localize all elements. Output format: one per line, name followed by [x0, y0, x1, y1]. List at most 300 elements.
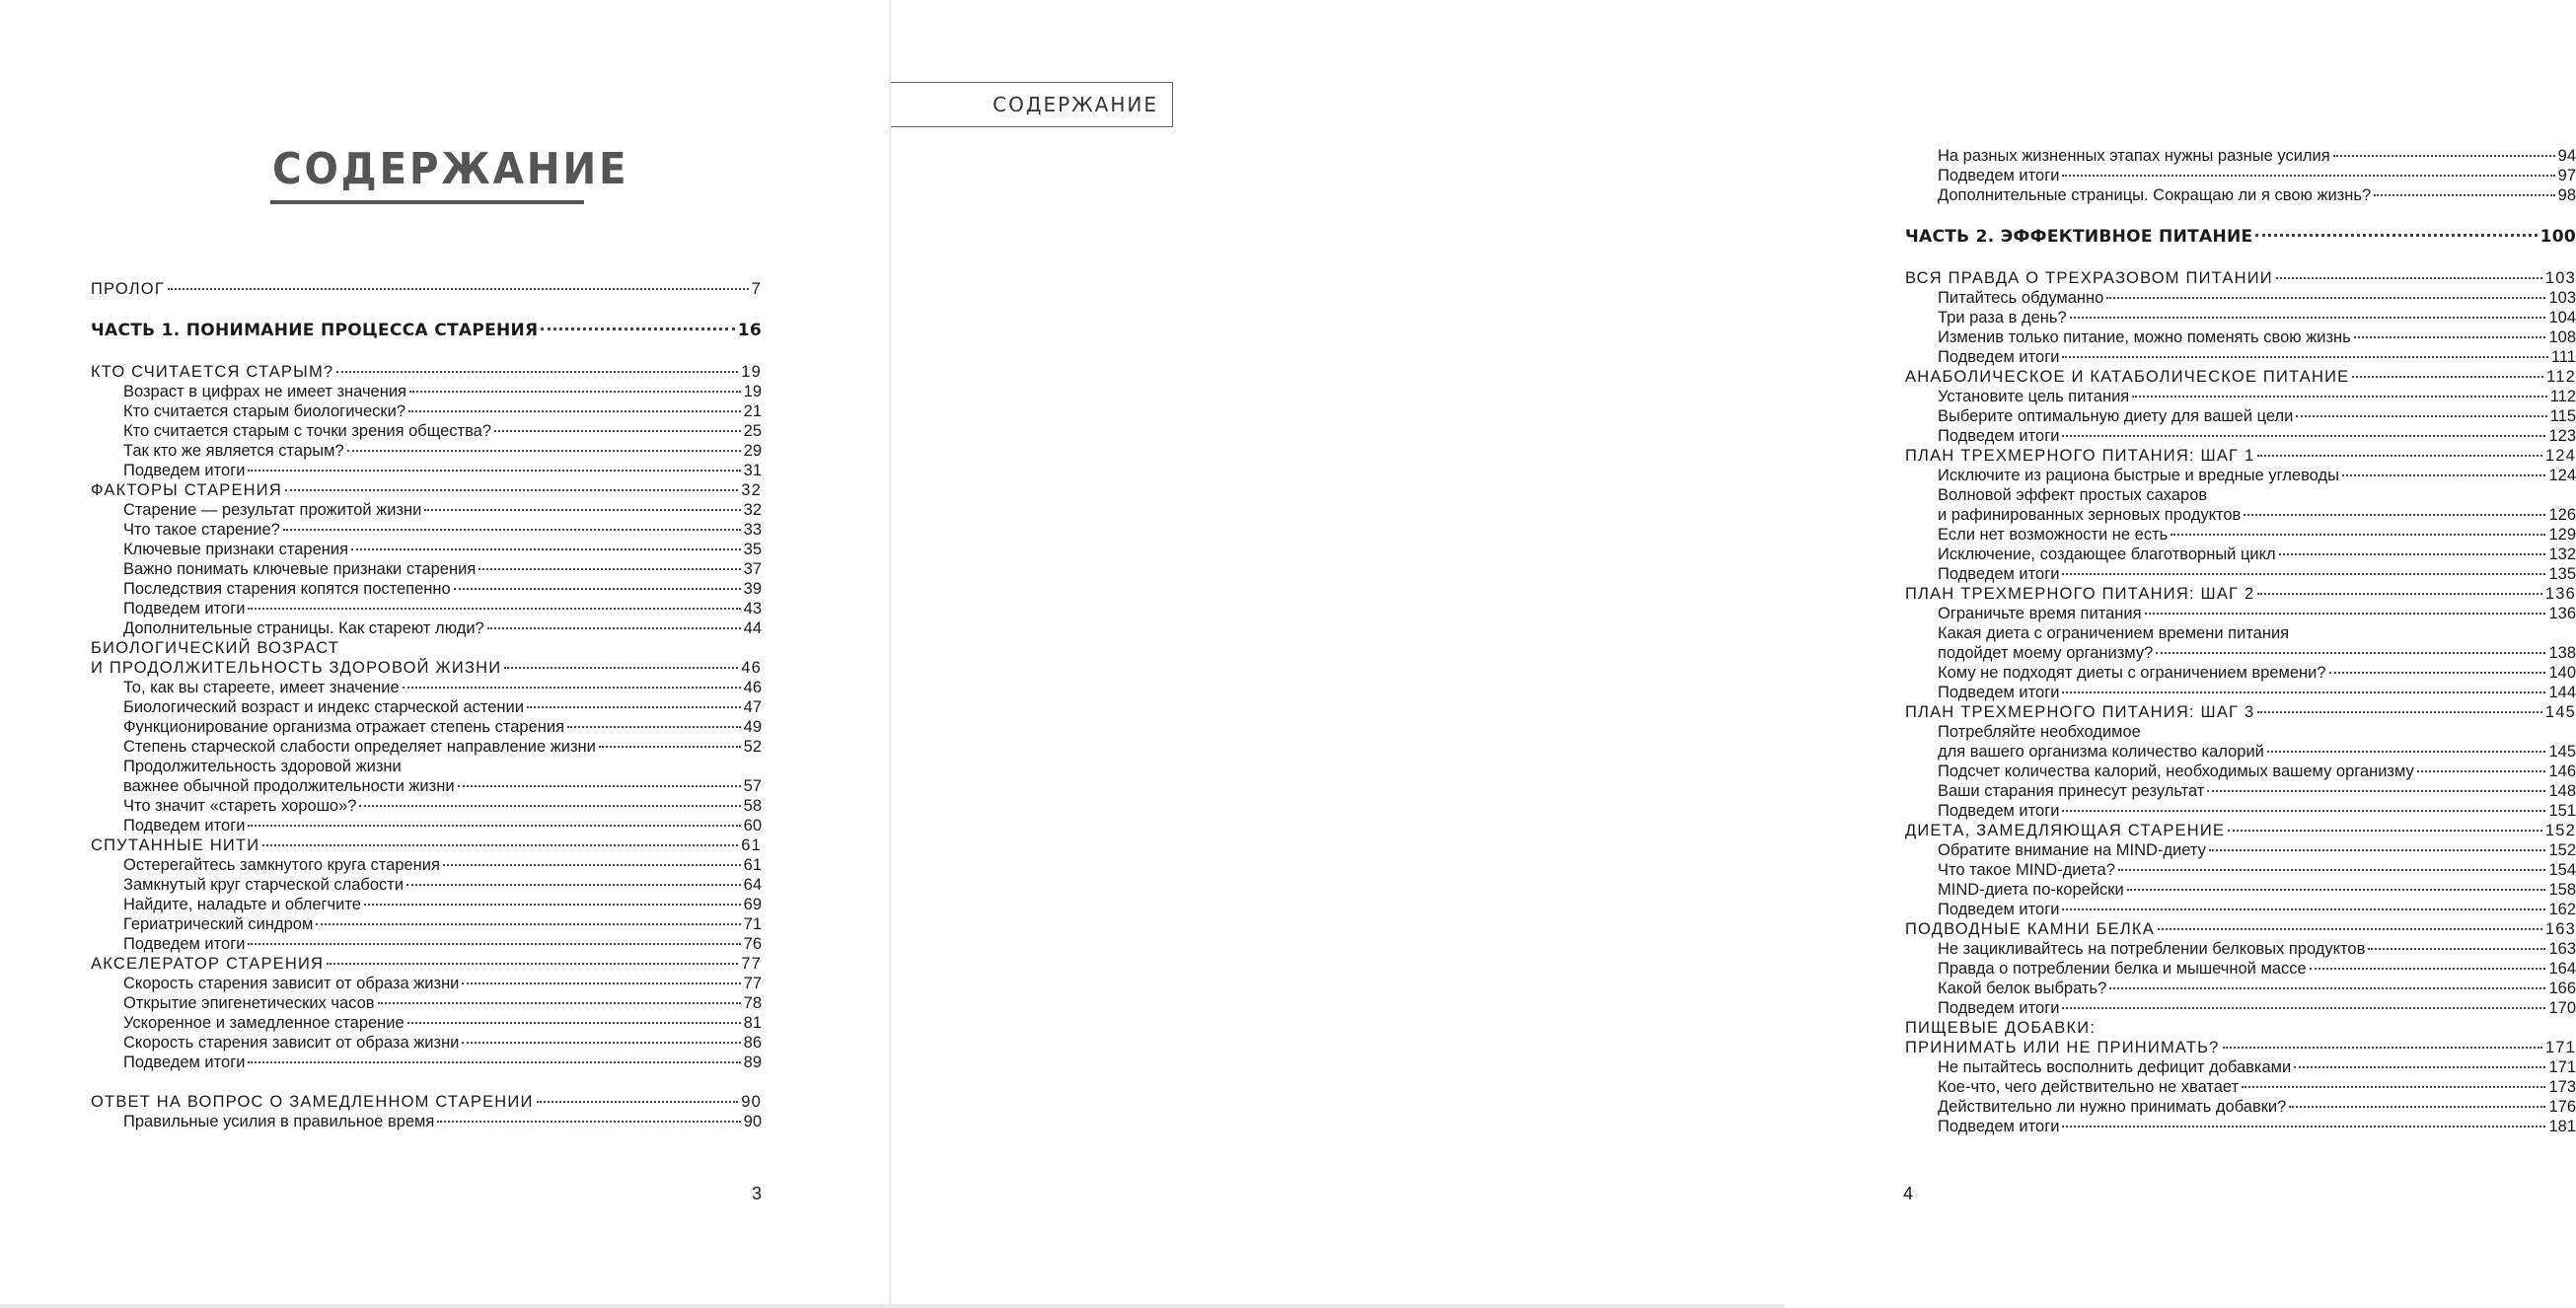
toc-entry-title: ПЛАН ТРЕХМЕРНОГО ПИТАНИЯ: ШАГ 2 — [1905, 585, 2255, 603]
toc-section-entry[interactable] — [91, 559, 762, 579]
page-number: 4 — [1903, 1184, 1914, 1203]
toc-section-entry[interactable] — [1905, 742, 2576, 762]
dot-leader — [2062, 908, 2545, 910]
toc-entry-title: ЧАСТЬ 1. ПОНИМАНИЕ ПРОЦЕССА СТАРЕНИЯ — [91, 321, 539, 340]
dot-leader — [2156, 652, 2545, 654]
toc-entry-title: ПЛАН ТРЕХМЕРНОГО ПИТАНИЯ: ШАГ 1 — [1905, 447, 2255, 465]
toc-page-number: 97 — [2557, 167, 2576, 184]
toc-entry-title: и рафинированных зерновых продуктов — [1938, 506, 2242, 524]
dot-leader — [567, 726, 741, 728]
dot-leader — [462, 1042, 740, 1044]
toc-entry-title: Не зацикливайтесь на потреблении белковых продуктов — [1938, 940, 2366, 958]
dot-leader — [458, 785, 741, 787]
toc-page-number: 123 — [2548, 427, 2576, 445]
toc-page-number: 90 — [743, 1113, 762, 1130]
toc-section-entry[interactable] — [1905, 801, 2576, 821]
toc-page-number: 166 — [2548, 980, 2576, 997]
toc-section-entry[interactable] — [1905, 880, 2576, 900]
dot-leader — [168, 288, 749, 290]
toc-page-number: 52 — [743, 738, 762, 756]
toc-page-number: 140 — [2548, 664, 2576, 682]
toc-entry-title: Подведем итоги — [123, 817, 246, 835]
dot-leader — [248, 943, 740, 945]
toc-entry-title: Кому не подходят диеты с ограничением времени? — [1938, 664, 2326, 682]
dot-leader — [2267, 751, 2546, 753]
toc-page-number: 181 — [2548, 1118, 2576, 1135]
dot-leader — [504, 667, 738, 669]
toc-section-entry[interactable] — [1905, 406, 2576, 426]
toc-chapter-entry[interactable] — [91, 480, 762, 500]
dot-leader — [541, 327, 734, 330]
dot-leader — [2062, 1126, 2545, 1127]
dot-leader — [2118, 869, 2546, 871]
dot-leader — [2223, 1047, 2542, 1049]
toc-section-entry[interactable] — [91, 1112, 762, 1131]
toc-section-entry[interactable] — [1905, 722, 2576, 742]
dot-leader — [316, 923, 740, 925]
dot-leader — [2333, 155, 2555, 157]
toc-entry-title: Что такое старение? — [123, 521, 280, 539]
toc-section-entry[interactable] — [1905, 959, 2576, 979]
dot-leader — [283, 529, 741, 531]
toc-chapter-entry[interactable] — [1905, 702, 2576, 722]
toc-section-entry[interactable] — [91, 599, 762, 618]
toc-section-entry[interactable] — [91, 421, 762, 441]
toc-page-number: 31 — [743, 462, 762, 479]
toc-entry-title: Что такое MIND-диета? — [1938, 861, 2115, 879]
toc-chapter-entry[interactable] — [1905, 268, 2576, 288]
toc-entry-title: Подведем итоги — [123, 935, 246, 953]
dot-leader — [336, 371, 738, 373]
toc-section-entry[interactable] — [91, 618, 762, 638]
toc-entry-title: Изменив только питание, можно поменять свою жизнь — [1938, 328, 2351, 346]
toc-section-entry[interactable] — [1905, 1097, 2576, 1117]
toc-page-number: 163 — [2544, 920, 2576, 938]
toc-page-number: 16 — [737, 321, 762, 340]
toc-page-number: 103 — [2544, 269, 2576, 287]
toc-entry-title: Подведем итоги — [1938, 999, 2060, 1017]
dot-leader — [406, 884, 741, 886]
toc-section-entry[interactable] — [1905, 663, 2576, 683]
toc-entry-title: Функционирование организма отражает степень старения — [123, 718, 565, 736]
toc-page-number: 152 — [2548, 841, 2576, 859]
dot-leader — [2257, 711, 2542, 713]
toc-section-entry[interactable] — [1905, 387, 2576, 406]
toc-page-number: 112 — [2549, 388, 2576, 405]
toc-section-entry[interactable] — [1905, 643, 2576, 663]
toc-section-entry[interactable] — [1905, 1117, 2576, 1136]
toc-entry-title: Подведем итоги — [1938, 901, 2060, 918]
toc-entry-title: Открытие эпигенетических часов — [123, 994, 375, 1012]
dot-leader — [2062, 356, 2547, 358]
toc-page-number: 29 — [743, 442, 762, 460]
toc-section-entry[interactable] — [91, 579, 762, 599]
dot-leader — [487, 627, 741, 629]
toc-entry-title: ПИЩЕВЫЕ ДОБАВКИ: — [1905, 1019, 2097, 1037]
toc-page-number: 32 — [743, 501, 762, 519]
toc-section-entry[interactable] — [1905, 604, 2576, 623]
toc-page-number: 61 — [743, 856, 762, 874]
dot-leader — [327, 963, 738, 965]
toc-page-number: 46 — [743, 679, 762, 696]
toc-page-number: 19 — [743, 383, 762, 400]
toc-entry-title: Правда о потреблении белка и мышечной массе — [1938, 960, 2307, 978]
toc-page-number: 49 — [743, 718, 762, 736]
toc-entry-title: Подведем итоги — [123, 462, 246, 479]
toc-entry-title: Дополнительные страницы. Сокращаю ли я свою жизнь? — [1938, 186, 2372, 204]
toc-page-number: 100 — [2539, 227, 2576, 247]
toc-page-number: 132 — [2548, 545, 2576, 563]
toc-part-entry[interactable] — [1905, 225, 2576, 249]
toc-section-entry[interactable] — [91, 1013, 762, 1033]
toc-page-number: 173 — [2548, 1078, 2576, 1096]
toc-page-number: 171 — [2544, 1039, 2576, 1056]
dot-leader — [2417, 770, 2546, 772]
dot-leader — [537, 1101, 739, 1103]
toc-page-number: 60 — [743, 817, 762, 835]
toc-entry-title: подойдет моему организму? — [1938, 644, 2154, 662]
dot-leader — [2352, 376, 2543, 378]
toc-section-entry[interactable] — [1905, 327, 2576, 347]
toc-entry-title: Так кто же является старым? — [123, 442, 344, 460]
toc-entry-title: АНАБОЛИЧЕСКОЕ И КАТАБОЛИЧЕСКОЕ ПИТАНИЕ — [1905, 368, 2350, 386]
toc-chapter-entry[interactable] — [1905, 1038, 2576, 1057]
toc-chapter-entry[interactable] — [91, 836, 762, 855]
toc-page-number: 76 — [743, 935, 762, 953]
toc-section-entry[interactable] — [91, 914, 762, 934]
toc-entry-title: Подведем итоги — [1938, 565, 2060, 583]
scan-edge — [0, 1304, 1785, 1308]
dot-leader — [2062, 810, 2545, 812]
toc-entry-title: Какая диета с ограничением времени питания — [1938, 624, 2290, 642]
toc-page-number: 98 — [2557, 186, 2576, 204]
toc-section-entry[interactable] — [1905, 683, 2576, 702]
dot-leader — [2279, 553, 2546, 555]
toc-entry-title: ДИЕТА, ЗАМЕДЛЯЮЩАЯ СТАРЕНИЕ — [1905, 822, 2226, 839]
toc-entry-title: Подведем итоги — [123, 600, 246, 618]
toc-page-number: 19 — [741, 363, 762, 381]
toc-page-number: 126 — [2548, 506, 2576, 524]
toc-page-number: 138 — [2548, 644, 2576, 662]
toc-section-entry[interactable] — [1905, 623, 2576, 643]
toc-section-entry[interactable] — [1905, 781, 2576, 801]
toc-entry-title: ЧАСТЬ 2. ЭФФЕКТИВНОЕ ПИТАНИЕ — [1905, 227, 2253, 247]
toc-entry-title: Скорость старения зависит от образа жизни — [123, 1034, 460, 1052]
toc-section-entry[interactable] — [91, 441, 762, 461]
left-page — [0, 0, 890, 1304]
toc-section-entry[interactable] — [91, 401, 762, 421]
toc-section-entry[interactable] — [1905, 762, 2576, 781]
dot-leader — [2255, 234, 2537, 237]
dot-leader — [527, 706, 741, 708]
toc-page-number: 77 — [741, 955, 762, 973]
dot-leader — [2289, 1106, 2545, 1108]
dot-leader — [599, 746, 741, 748]
dot-leader — [364, 904, 741, 906]
toc-entry-title: Возраст в цифрах не имеет значения — [123, 383, 406, 400]
page-number: 3 — [752, 1184, 763, 1203]
toc-list-right — [1905, 146, 2576, 1136]
dot-leader — [2062, 691, 2545, 693]
toc-page-number: 46 — [741, 659, 762, 677]
dot-leader — [248, 1061, 740, 1063]
toc-section-entry[interactable] — [1905, 166, 2576, 185]
toc-page-number: 71 — [743, 915, 762, 933]
toc-page-number: 162 — [2548, 901, 2576, 918]
toc-entry-title: Замкнутый круг старческой слабости — [123, 876, 405, 894]
toc-page-number: 129 — [2548, 526, 2576, 544]
toc-section-entry[interactable] — [1905, 466, 2576, 485]
toc-page-number: 124 — [2548, 467, 2576, 484]
toc-page-number: 32 — [741, 481, 762, 499]
toc-page-number: 86 — [743, 1034, 762, 1052]
toc-page-number: 77 — [743, 975, 762, 992]
toc-page-number: 124 — [2544, 447, 2576, 465]
toc-section-entry[interactable] — [1905, 308, 2576, 327]
toc-section-entry[interactable] — [1905, 146, 2576, 166]
toc-entry-title: Потребляйте необходимое — [1938, 723, 2141, 741]
dot-leader — [408, 410, 741, 412]
toc-section-entry[interactable] — [91, 461, 762, 480]
toc-entry-title: Волновой эффект простых сахаров — [1938, 486, 2208, 504]
toc-page-number: 90 — [741, 1093, 762, 1111]
toc-section-entry[interactable] — [91, 895, 762, 914]
toc-entry-title: Ключевые признаки старения — [123, 541, 349, 558]
toc-page-number: 115 — [2549, 407, 2576, 425]
toc-entry-title: Действительно ли нужно принимать добавки? — [1938, 1098, 2287, 1116]
toc-section-entry[interactable] — [91, 757, 762, 776]
toc-entry-title: Исключите из рациона быстрые и вредные углеводы — [1938, 467, 2339, 484]
dot-leader — [407, 1022, 741, 1024]
toc-chapter-entry[interactable] — [91, 954, 762, 974]
dot-leader — [2368, 948, 2545, 950]
toc-section-entry[interactable] — [1905, 900, 2576, 919]
toc-section-entry[interactable] — [91, 697, 762, 717]
page-title: СОДЕРЖАНИЕ — [272, 144, 629, 194]
toc-page-number: 108 — [2548, 328, 2576, 346]
toc-section-entry[interactable] — [1905, 1057, 2576, 1077]
toc-page-number: 21 — [743, 402, 762, 420]
dot-leader — [248, 470, 740, 472]
dot-leader — [443, 864, 741, 866]
toc-part-entry[interactable] — [91, 319, 762, 342]
toc-entry-title: Гериатрический синдром — [123, 915, 314, 933]
toc-section-entry[interactable] — [1905, 288, 2576, 308]
dot-leader — [2294, 1066, 2545, 1068]
toc-chapter-entry[interactable] — [91, 279, 762, 299]
dot-leader — [494, 430, 741, 432]
toc-page-number: 112 — [2546, 368, 2576, 386]
toc-entry-title: Подведем итоги — [1938, 427, 2060, 445]
dot-leader — [2276, 277, 2542, 279]
toc-section-entry[interactable] — [91, 934, 762, 954]
toc-entry-title: ОТВЕТ НА ВОПРОС О ЗАМЕДЛЕННОМ СТАРЕНИИ — [91, 1093, 534, 1111]
toc-section-entry[interactable] — [1905, 185, 2576, 205]
toc-spacer — [91, 299, 762, 319]
toc-entry-title: Остерегайтесь замкнутого круга старения — [123, 856, 440, 874]
toc-entry-title: Выберите оптимальную диету для вашей цели — [1938, 407, 2294, 425]
toc-entry-title: Найдите, наладьте и облегчите — [123, 896, 361, 913]
toc-page-number: 7 — [751, 280, 762, 298]
toc-chapter-entry[interactable] — [1905, 584, 2576, 604]
toc-section-entry[interactable] — [1905, 426, 2576, 446]
toc-entry-title: Дополнительные страницы. Как стареют люди? — [123, 619, 484, 637]
dot-leader — [424, 509, 740, 511]
toc-page-number: 33 — [743, 521, 762, 539]
toc-page-number: 64 — [743, 876, 762, 894]
toc-spacer — [1905, 249, 2576, 268]
dot-leader — [403, 687, 741, 689]
toc-section-entry[interactable] — [1905, 860, 2576, 880]
toc-section-entry[interactable] — [1905, 525, 2576, 545]
toc-page-number: 111 — [2550, 348, 2576, 366]
toc-page-number: 61 — [741, 836, 762, 854]
toc-section-entry[interactable] — [91, 1033, 762, 1053]
toc-entry-title: Подведем итоги — [1938, 167, 2060, 184]
toc-chapter-entry[interactable] — [1905, 821, 2576, 840]
toc-chapter-entry[interactable] — [91, 362, 762, 382]
toc-page-number: 103 — [2548, 289, 2576, 307]
toc-entry-title: Подведем итоги — [1938, 802, 2060, 820]
toc-section-entry[interactable] — [1905, 545, 2576, 564]
toc-page-number: 81 — [743, 1014, 762, 1032]
dot-leader — [347, 450, 741, 452]
toc-section-entry[interactable] — [91, 974, 762, 993]
toc-entry-title: Исключение, создающее благотворный цикл — [1938, 545, 2276, 563]
toc-entry-title: Ограничьте время питания — [1938, 605, 2142, 622]
toc-chapter-entry[interactable] — [91, 1092, 762, 1112]
toc-section-entry[interactable] — [1905, 939, 2576, 959]
title-underline — [270, 200, 584, 204]
toc-section-entry[interactable] — [91, 382, 762, 401]
toc-page-number: 78 — [743, 994, 762, 1012]
toc-entry-title: MIND-диета по-корейски — [1938, 881, 2124, 899]
toc-list-left — [91, 279, 762, 1131]
toc-page-number: 164 — [2548, 960, 2576, 978]
dot-leader — [454, 588, 741, 590]
toc-entry-title: ПРИНИМАТЬ ИЛИ НЕ ПРИНИМАТЬ? — [1905, 1039, 2220, 1056]
dot-leader — [2329, 672, 2546, 674]
toc-page-number: 25 — [743, 422, 762, 440]
toc-section-entry[interactable] — [1905, 505, 2576, 525]
toc-chapter-entry[interactable] — [1905, 446, 2576, 466]
toc-section-entry[interactable] — [91, 737, 762, 757]
toc-section-entry[interactable] — [1905, 347, 2576, 367]
toc-section-entry[interactable] — [1905, 564, 2576, 584]
toc-entry-title: Три раза в день? — [1938, 309, 2067, 327]
toc-chapter-entry[interactable] — [91, 658, 762, 678]
toc-section-entry[interactable] — [91, 875, 762, 895]
toc-section-entry[interactable] — [91, 993, 762, 1013]
dot-leader — [285, 489, 738, 491]
toc-page-number: 69 — [743, 896, 762, 913]
toc-entry-title: важнее обычной продолжительности жизни — [123, 777, 455, 795]
toc-entry-title: Степень старческой слабости определяет направление жизни — [123, 738, 596, 756]
dot-leader — [378, 1002, 741, 1004]
toc-entry-title: То, как вы стареете, имеет значение — [123, 679, 400, 696]
toc-page-number: 176 — [2548, 1098, 2576, 1116]
toc-section-entry[interactable] — [1905, 979, 2576, 998]
toc-section-entry[interactable] — [91, 678, 762, 697]
toc-entry-title: для вашего организма количество калорий — [1938, 743, 2264, 761]
toc-section-entry[interactable] — [1905, 485, 2576, 505]
toc-section-entry[interactable] — [91, 776, 762, 796]
toc-page-number: 152 — [2544, 822, 2576, 839]
toc-section-entry[interactable] — [1905, 840, 2576, 860]
toc-spacer — [91, 342, 762, 362]
dot-leader — [2342, 474, 2546, 476]
toc-section-entry[interactable] — [1905, 998, 2576, 1018]
dot-leader — [462, 982, 740, 984]
toc-page-number: 37 — [743, 560, 762, 578]
dot-leader — [262, 844, 738, 846]
toc-entry-title: ПРОЛОГ — [91, 280, 165, 298]
toc-spacer — [1905, 205, 2576, 225]
dot-leader — [2062, 1007, 2545, 1009]
toc-entry-title: Подведем итоги — [123, 1054, 246, 1071]
dot-leader — [2228, 830, 2542, 832]
toc-section-entry[interactable] — [91, 520, 762, 540]
dot-leader — [2257, 455, 2542, 457]
toc-entry-title: Продолжительность здоровой жизни — [123, 758, 402, 775]
toc-entry-title: Правильные усилия в правильное время — [123, 1113, 435, 1130]
dot-leader — [248, 825, 740, 827]
toc-entry-title: Важно понимать ключевые признаки старения — [123, 560, 477, 578]
toc-entry-title: Что значит «стареть хорошо»? — [123, 797, 357, 815]
toc-section-entry[interactable] — [91, 717, 762, 737]
dot-leader — [2145, 613, 2546, 615]
dot-leader — [2374, 194, 2554, 196]
dot-leader — [2171, 534, 2545, 536]
toc-section-entry[interactable] — [91, 540, 762, 559]
toc-chapter-entry[interactable] — [1905, 919, 2576, 939]
dot-leader — [351, 548, 741, 550]
dot-leader — [2209, 849, 2546, 851]
toc-entry-title: ФАКТОРЫ СТАРЕНИЯ — [91, 481, 282, 499]
toc-page-number: 158 — [2548, 881, 2576, 899]
dot-leader — [2062, 573, 2545, 575]
toc-section-entry[interactable] — [91, 500, 762, 520]
toc-entry-title: ПЛАН ТРЕХМЕРНОГО ПИТАНИЯ: ШАГ 3 — [1905, 703, 2255, 721]
toc-entry-title: КТО СЧИТАЕТСЯ СТАРЫМ? — [91, 363, 334, 381]
dot-leader — [2109, 987, 2545, 989]
toc-page-number: 135 — [2548, 565, 2576, 583]
toc-section-entry[interactable] — [91, 1053, 762, 1072]
dot-leader — [2062, 175, 2554, 177]
toc-page-number: 151 — [2548, 802, 2576, 820]
running-head: СОДЕРЖАНИЕ — [891, 82, 1173, 127]
toc-chapter-entry[interactable] — [1905, 1018, 2576, 1038]
toc-section-entry[interactable] — [1905, 1077, 2576, 1097]
toc-chapter-entry[interactable] — [91, 638, 762, 658]
toc-entry-title: Кто считается старым биологически? — [123, 402, 406, 420]
dot-leader — [2354, 336, 2546, 338]
toc-section-entry[interactable] — [91, 796, 762, 816]
toc-page-number: 146 — [2548, 763, 2576, 780]
toc-entry-title: Последствия старения копятся постепенно — [123, 580, 451, 598]
toc-section-entry[interactable] — [91, 816, 762, 836]
dot-leader — [2132, 396, 2546, 398]
toc-entry-title: ВСЯ ПРАВДА О ТРЕХРАЗОВОМ ПИТАНИИ — [1905, 269, 2273, 287]
toc-chapter-entry[interactable] — [1905, 367, 2576, 387]
toc-page-number: 94 — [2557, 147, 2576, 165]
dot-leader — [2296, 415, 2546, 417]
toc-page-number: 136 — [2548, 605, 2576, 622]
dot-leader — [2062, 435, 2545, 437]
toc-section-entry[interactable] — [91, 855, 762, 875]
toc-entry-title: Кое-что, чего действительно не хватает — [1938, 1078, 2240, 1096]
toc-page-number: 57 — [743, 777, 762, 795]
